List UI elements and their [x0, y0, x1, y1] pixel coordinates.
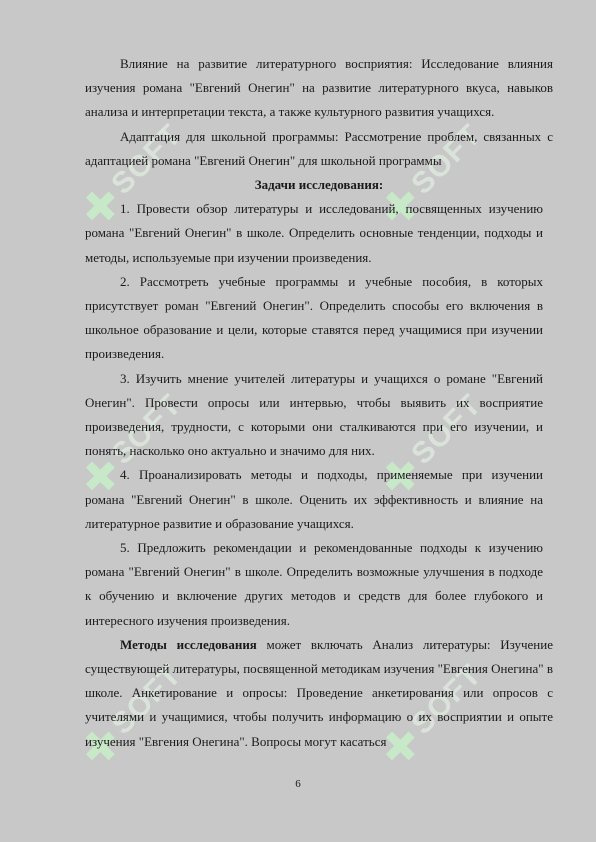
- task-item: 1. Провести обзор литературы и исследований, посвященных изучению романа "Евгений Онегин" в школе. Определить основные тенденции, подходы и методы, используемые при изучении произведения.: [85, 201, 543, 265]
- watermark: ✚SOFT: [71, 388, 188, 508]
- page-number: 6: [295, 778, 301, 790]
- watermark-logo-icon: ✚: [371, 175, 433, 238]
- task-item: 2. Рассмотреть учебные программы и учебные пособия, в которых присутствует роман "Евгений Онегин". Определить способы его включения в школьное образование и цели, которые ставятся перед учащимися при изучении произведения.: [85, 273, 543, 362]
- methods-label: Методы исследования: [120, 636, 257, 652]
- task-list: [85, 197, 543, 633]
- task-item: 4. Проанализировать методы и подходы, применяемые при изучении романа "Евгений Онегин" в школе. Оценить их эффективность и влияние на литературное развитие и образование учащихся.: [85, 467, 543, 531]
- section-heading: Задачи исследования:: [254, 177, 384, 193]
- methods-paragraph: [85, 633, 553, 754]
- watermark-logo-icon: ✚: [71, 175, 133, 238]
- task-item: 5. Предложить рекомендации и рекомендованные подходы к изучению романа "Евгений Онегин" в школе. Определить возможные улучшения в подходе к обучению и включение других методов и средств для более глубокого и интересного изучения произведения.: [85, 540, 543, 628]
- task-item: 3. Изучить мнение учителей литературы и учащихся о романе "Евгений Онегин". Провести опросы или интервью, чтобы выявить их восприятие произведения, трудности, с которыми они сталкиваются при его изучении, и понять, насколько оно актуально и значимо для них.: [85, 370, 543, 459]
- paragraph: Влияние на развитие литературного восприятия: Исследование влияния изучения романа "Евгений Онегин" на развитие литературного вкуса, навыков анализа и интерпретации текста, а также культурного развития учащихся.: [85, 56, 553, 120]
- watermark: ✚SOFT: [371, 388, 488, 508]
- watermark: ✚SOFT: [371, 658, 488, 778]
- document-body: [85, 52, 553, 754]
- watermark-logo-icon: ✚: [71, 715, 133, 778]
- watermark: ✚SOFT: [71, 118, 188, 238]
- watermark-logo-icon: ✚: [371, 715, 433, 778]
- watermark-logo-icon: ✚: [371, 445, 433, 508]
- watermark: ✚SOFT: [71, 658, 188, 778]
- watermark: ✚SOFT: [371, 118, 488, 238]
- paragraph: Адаптация для школьной программы: Рассмотрение проблем, связанных с адаптацией романа "Евгений Онегин" для школьной программы: [85, 128, 553, 168]
- methods-text: может включать Анализ литературы: Изучение существующей литературы, посвященной методикам изучения "Евгения Онегина" в школе. Анкетирование и опросы: Проведение анкетирования или опросов с учителями и учащимися, чтобы получить информацию о их восприятии и опыте изучения "Евгения Онегина". Вопросы могут касаться: [85, 636, 553, 749]
- watermark-logo-icon: ✚: [71, 445, 133, 508]
